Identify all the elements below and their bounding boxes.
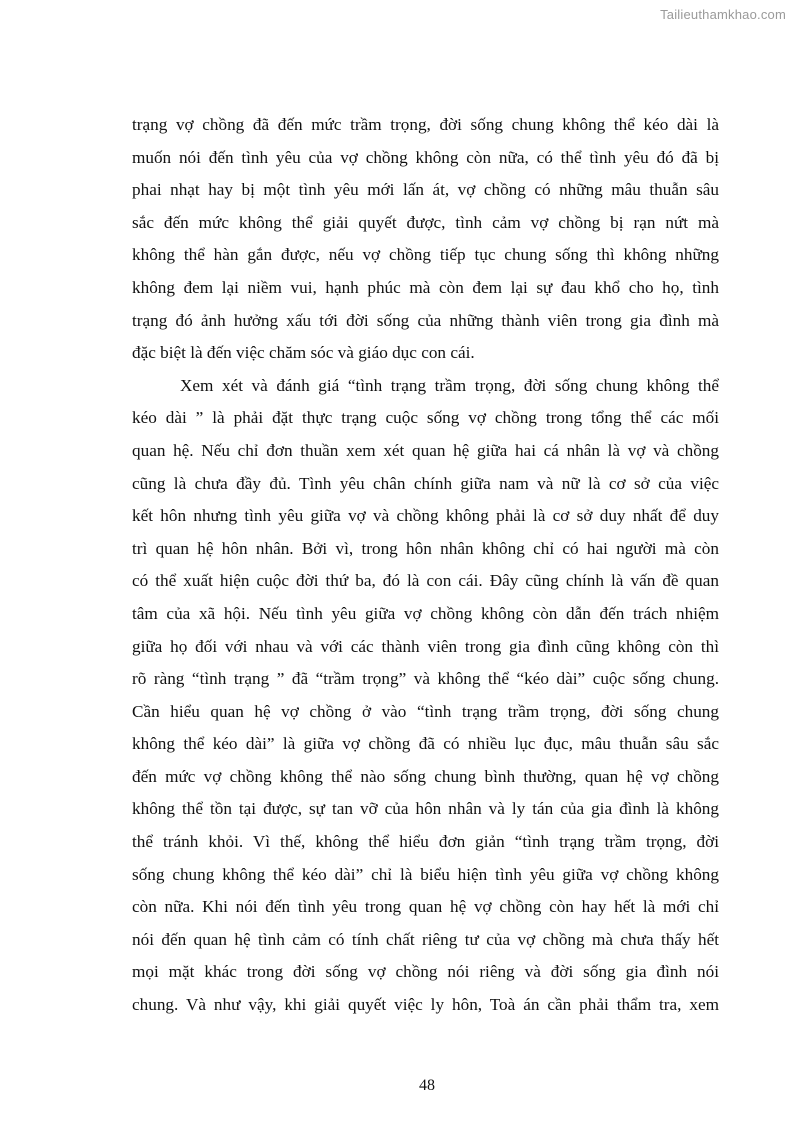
text-line: sống chung không thể kéo dài” chỉ là biểu hiện tình yêu giữa vợ chồng không — [132, 864, 719, 884]
text-line: trì quan hệ hôn nhân. Bởi vì, trong hôn nhân không chỉ có hai người mà còn — [132, 538, 719, 558]
paragraph-1 — [132, 109, 719, 370]
text-line: trạng vợ chồng đã đến mức trầm trọng, đời sống chung không thể kéo dài là — [132, 115, 719, 134]
text-line: thể tránh khỏi. Vì thế, không thể hiểu đơn giản “tình trạng trầm trọng, đời — [132, 832, 719, 852]
text-line: kết hôn nhưng tình yêu giữa vợ và chồng không phải là cơ sở duy nhất để duy — [132, 506, 719, 526]
text-line: nói đến quan hệ tình cảm có tính chất riêng tư của vợ chồng mà chưa thấy hết — [132, 929, 719, 949]
text-line: không thể hàn gắn được, nếu vợ chồng tiếp tục chung sống thì không những — [132, 245, 719, 265]
text-line: không đem lại niềm vui, hạnh phúc mà còn đem lại sự đau khổ cho họ, tình — [132, 277, 719, 297]
text-line: còn nữa. Khi nói đến tình yêu trong quan hệ vợ chồng còn hay hết là mới chỉ — [132, 897, 719, 917]
text-line: mọi mặt khác trong đời sống vợ chồng nói riêng và đời sống gia đình nói — [132, 962, 719, 982]
text-line: có thể xuất hiện cuộc đời thứ ba, đó là con cái. Đây cũng chính là vấn đề quan — [132, 571, 719, 591]
text-line: Cần hiểu quan hệ vợ chồng ở vào “tình trạng trầm trọng, đời sống chung — [132, 701, 719, 721]
document-body — [132, 109, 719, 1022]
text-line: giữa họ đối với nhau và với các thành viên trong gia đình cũng không còn thì — [132, 636, 719, 656]
paragraph-2 — [132, 370, 719, 1022]
text-line: cũng là chưa đầy đủ. Tình yêu chân chính giữa nam và nữ là cơ sở của việc — [132, 473, 719, 493]
text-line: quan hệ. Nếu chỉ đơn thuần xem xét quan hệ giữa hai cá nhân là vợ và chồng — [132, 440, 719, 460]
text-line: Xem xét và đánh giá “tình trạng trầm trọng, đời sống chung không thể — [180, 375, 719, 395]
text-line: đến mức vợ chồng không thể nào sống chung bình thường, quan hệ vợ chồng — [132, 766, 719, 786]
text-line: trạng đó ảnh hưởng xấu tới đời sống của những thành viên trong gia đình mà — [132, 310, 719, 330]
text-line: muốn nói đến tình yêu của vợ chồng không còn nữa, có thể tình yêu đó đã bị — [132, 147, 719, 167]
text-line: không thể tồn tại được, sự tan vỡ của hôn nhân và ly tán của gia đình là không — [132, 799, 719, 819]
text-line: kéo dài ” là phải đặt thực trạng cuộc sống vợ chồng trong tổng thể các mối — [132, 408, 719, 428]
text-line: rõ ràng “tình trạng ” đã “trầm trọng” và không thể “kéo dài” cuộc sống chung. — [132, 669, 719, 689]
text-line: sắc đến mức không thể giải quyết được, tình cảm vợ chồng bị rạn nứt mà — [132, 212, 719, 232]
text-line: đặc biệt là đến việc chăm sóc và giáo dục con cái. — [132, 343, 475, 363]
text-line: chung. Và như vậy, khi giải quyết việc ly hôn, Toà án cần phải thẩm tra, xem — [132, 995, 719, 1015]
watermark-text: Tailieuthamkhao.com — [660, 7, 786, 22]
page-number: 48 — [419, 1077, 435, 1094]
text-line: không thể kéo dài” là giữa vợ chồng đã có nhiều lục đục, mâu thuẫn sâu sắc — [132, 734, 719, 754]
text-line: phai nhạt hay bị một tình yêu mới lấn át, vợ chồng có những mâu thuẫn sâu — [132, 180, 719, 200]
text-line: tâm của xã hội. Nếu tình yêu giữa vợ chồng không còn dẫn đến trách nhiệm — [132, 603, 719, 623]
